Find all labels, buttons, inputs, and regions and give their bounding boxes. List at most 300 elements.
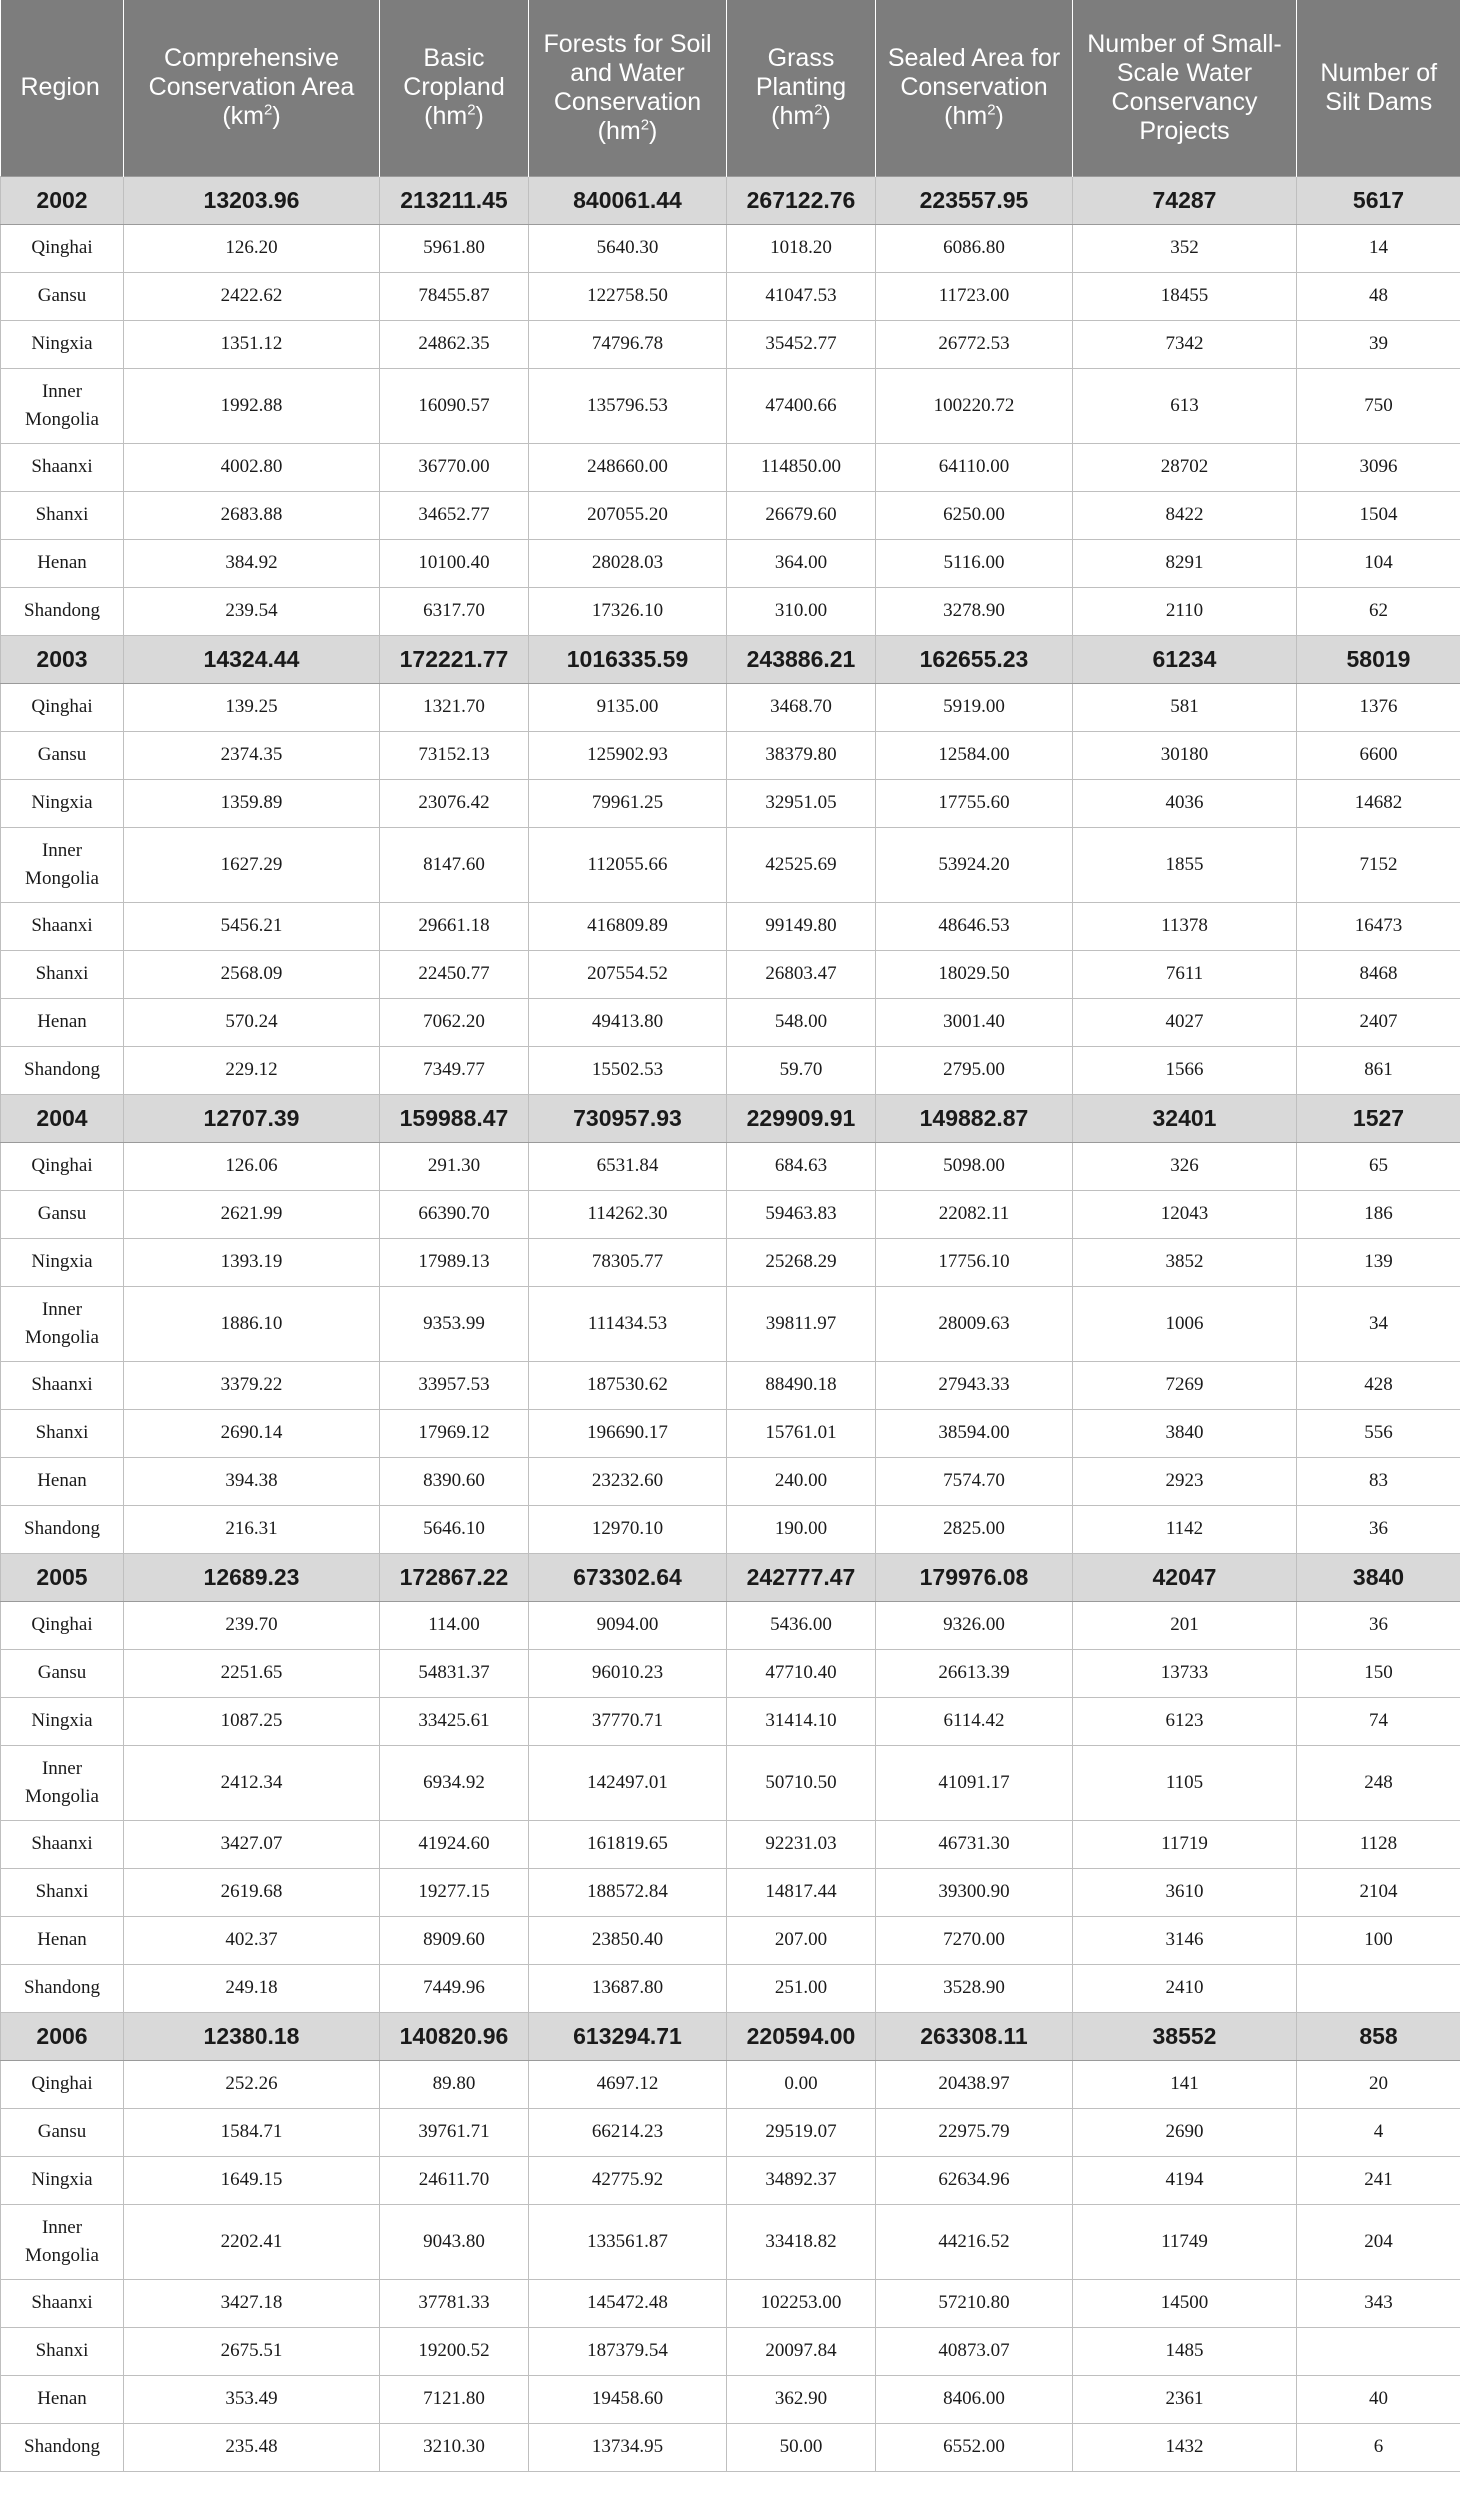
cell-basic-cropland: 23076.42 xyxy=(380,779,529,827)
table-row xyxy=(1,1505,1460,1553)
cell-forests: 673302.64 xyxy=(529,1553,727,1601)
cell-sealed-area: 9326.00 xyxy=(876,1601,1073,1649)
cell-grass-planting: 548.00 xyxy=(727,998,876,1046)
cell-silt-dams: 83 xyxy=(1297,1457,1460,1505)
cell-silt-dams: 36 xyxy=(1297,1505,1460,1553)
cell-grass-planting: 243886.21 xyxy=(727,635,876,683)
table-row xyxy=(1,1601,1460,1649)
cell-silt-dams: 204 xyxy=(1297,2204,1460,2279)
cell-basic-cropland: 29661.18 xyxy=(380,902,529,950)
cell-sealed-area: 39300.90 xyxy=(876,1868,1073,1916)
cell-forests: 111434.53 xyxy=(529,1286,727,1361)
cell-projects: 2923 xyxy=(1073,1457,1297,1505)
cell-grass-planting: 50710.50 xyxy=(727,1745,876,1820)
cell-basic-cropland: 172867.22 xyxy=(380,1553,529,1601)
cell-projects: 38552 xyxy=(1073,2012,1297,2060)
cell-grass-planting: 362.90 xyxy=(727,2375,876,2423)
cell-forests: 133561.87 xyxy=(529,2204,727,2279)
cell-sealed-area: 26613.39 xyxy=(876,1649,1073,1697)
cell-silt-dams: 14 xyxy=(1297,224,1460,272)
cell-silt-dams xyxy=(1297,2327,1460,2375)
cell-basic-cropland: 24862.35 xyxy=(380,320,529,368)
cell-basic-cropland: 1321.70 xyxy=(380,683,529,731)
cell-sealed-area: 6552.00 xyxy=(876,2423,1073,2471)
cell-projects: 326 xyxy=(1073,1142,1297,1190)
cell-sealed-area: 20438.97 xyxy=(876,2060,1073,2108)
table-row xyxy=(1,731,1460,779)
cell-grass-planting: 267122.76 xyxy=(727,176,876,224)
table-row xyxy=(1,1868,1460,1916)
cell-silt-dams: 3840 xyxy=(1297,1553,1460,1601)
cell-basic-cropland: 7121.80 xyxy=(380,2375,529,2423)
cell-silt-dams: 20 xyxy=(1297,2060,1460,2108)
cell-basic-cropland: 78455.87 xyxy=(380,272,529,320)
cell-sealed-area: 62634.96 xyxy=(876,2156,1073,2204)
table-row xyxy=(1,779,1460,827)
cell-region: Ningxia xyxy=(1,2156,124,2204)
cell-sealed-area: 6114.42 xyxy=(876,1697,1073,1745)
cell-forests: 416809.89 xyxy=(529,902,727,950)
cell-comprehensive: 2683.88 xyxy=(124,491,380,539)
cell-grass-planting: 251.00 xyxy=(727,1964,876,2012)
cell-sealed-area: 179976.08 xyxy=(876,1553,1073,1601)
cell-projects: 1006 xyxy=(1073,1286,1297,1361)
cell-sealed-area: 53924.20 xyxy=(876,827,1073,902)
cell-region: Gansu xyxy=(1,731,124,779)
cell-projects: 4027 xyxy=(1073,998,1297,1046)
cell-basic-cropland: 24611.70 xyxy=(380,2156,529,2204)
cell-comprehensive: 3427.07 xyxy=(124,1820,380,1868)
cell-forests: 28028.03 xyxy=(529,539,727,587)
year-cell: 2004 xyxy=(1,1094,124,1142)
header-region: Region xyxy=(1,0,124,176)
cell-silt-dams: 40 xyxy=(1297,2375,1460,2423)
cell-region: Shandong xyxy=(1,587,124,635)
cell-sealed-area: 3528.90 xyxy=(876,1964,1073,2012)
cell-silt-dams: 16473 xyxy=(1297,902,1460,950)
cell-grass-planting: 88490.18 xyxy=(727,1361,876,1409)
table-row xyxy=(1,998,1460,1046)
cell-projects: 201 xyxy=(1073,1601,1297,1649)
cell-projects: 1855 xyxy=(1073,827,1297,902)
cell-basic-cropland: 33425.61 xyxy=(380,1697,529,1745)
cell-projects: 1566 xyxy=(1073,1046,1297,1094)
cell-projects: 7269 xyxy=(1073,1361,1297,1409)
table-row xyxy=(1,1409,1460,1457)
cell-basic-cropland: 19200.52 xyxy=(380,2327,529,2375)
cell-forests: 114262.30 xyxy=(529,1190,727,1238)
table-row xyxy=(1,2108,1460,2156)
cell-basic-cropland: 8909.60 xyxy=(380,1916,529,1964)
table-header xyxy=(1,0,1460,176)
cell-sealed-area: 46731.30 xyxy=(876,1820,1073,1868)
cell-comprehensive: 2619.68 xyxy=(124,1868,380,1916)
cell-comprehensive: 353.49 xyxy=(124,2375,380,2423)
cell-grass-planting: 26679.60 xyxy=(727,491,876,539)
cell-region: Qinghai xyxy=(1,2060,124,2108)
cell-comprehensive: 1886.10 xyxy=(124,1286,380,1361)
cell-projects: 8422 xyxy=(1073,491,1297,539)
cell-basic-cropland: 17989.13 xyxy=(380,1238,529,1286)
table-row xyxy=(1,2375,1460,2423)
cell-grass-planting: 220594.00 xyxy=(727,2012,876,2060)
year-cell: 2002 xyxy=(1,176,124,224)
cell-region: Qinghai xyxy=(1,1601,124,1649)
cell-grass-planting: 25268.29 xyxy=(727,1238,876,1286)
cell-basic-cropland: 3210.30 xyxy=(380,2423,529,2471)
cell-grass-planting: 31414.10 xyxy=(727,1697,876,1745)
table-row xyxy=(1,1457,1460,1505)
cell-sealed-area: 18029.50 xyxy=(876,950,1073,998)
cell-forests: 42775.92 xyxy=(529,2156,727,2204)
cell-projects: 1105 xyxy=(1073,1745,1297,1820)
table-row xyxy=(1,1649,1460,1697)
cell-basic-cropland: 16090.57 xyxy=(380,368,529,443)
cell-basic-cropland: 66390.70 xyxy=(380,1190,529,1238)
cell-comprehensive: 12380.18 xyxy=(124,2012,380,2060)
cell-comprehensive: 2202.41 xyxy=(124,2204,380,2279)
cell-region: Qinghai xyxy=(1,224,124,272)
cell-region: Shandong xyxy=(1,1964,124,2012)
cell-sealed-area: 17755.60 xyxy=(876,779,1073,827)
cell-comprehensive: 570.24 xyxy=(124,998,380,1046)
cell-basic-cropland: 37781.33 xyxy=(380,2279,529,2327)
table-row xyxy=(1,224,1460,272)
cell-region: Gansu xyxy=(1,1649,124,1697)
cell-basic-cropland: 9043.80 xyxy=(380,2204,529,2279)
table-row xyxy=(1,1190,1460,1238)
cell-comprehensive: 126.20 xyxy=(124,224,380,272)
cell-projects: 3610 xyxy=(1073,1868,1297,1916)
year-summary-row xyxy=(1,1553,1460,1601)
cell-grass-planting: 39811.97 xyxy=(727,1286,876,1361)
cell-silt-dams: 861 xyxy=(1297,1046,1460,1094)
cell-sealed-area: 3001.40 xyxy=(876,998,1073,1046)
cell-basic-cropland: 10100.40 xyxy=(380,539,529,587)
cell-grass-planting: 92231.03 xyxy=(727,1820,876,1868)
header-row xyxy=(1,0,1460,176)
year-summary-row xyxy=(1,2012,1460,2060)
cell-comprehensive: 2675.51 xyxy=(124,2327,380,2375)
cell-grass-planting: 47710.40 xyxy=(727,1649,876,1697)
table-row xyxy=(1,2156,1460,2204)
cell-basic-cropland: 7062.20 xyxy=(380,998,529,1046)
header-projects: Number of Small-Scale Water Conservancy Projects xyxy=(1073,0,1297,176)
table-row xyxy=(1,539,1460,587)
cell-projects: 7611 xyxy=(1073,950,1297,998)
cell-grass-planting: 14817.44 xyxy=(727,1868,876,1916)
cell-sealed-area: 223557.95 xyxy=(876,176,1073,224)
cell-sealed-area: 3278.90 xyxy=(876,587,1073,635)
cell-silt-dams: 58019 xyxy=(1297,635,1460,683)
cell-sealed-area: 28009.63 xyxy=(876,1286,1073,1361)
cell-grass-planting: 41047.53 xyxy=(727,272,876,320)
cell-forests: 23850.40 xyxy=(529,1916,727,1964)
header-sealed-area: Sealed Area for Conservation $(hm^2)$ xyxy=(876,0,1073,176)
cell-comprehensive: 394.38 xyxy=(124,1457,380,1505)
cell-region: Shanxi xyxy=(1,950,124,998)
cell-region: Inner Mongolia xyxy=(1,1745,124,1820)
cell-silt-dams: 1128 xyxy=(1297,1820,1460,1868)
cell-comprehensive: 13203.96 xyxy=(124,176,380,224)
cell-sealed-area: 22082.11 xyxy=(876,1190,1073,1238)
cell-silt-dams: 7152 xyxy=(1297,827,1460,902)
cell-basic-cropland: 159988.47 xyxy=(380,1094,529,1142)
cell-comprehensive: 252.26 xyxy=(124,2060,380,2108)
cell-sealed-area: 100220.72 xyxy=(876,368,1073,443)
table-row xyxy=(1,2060,1460,2108)
cell-grass-planting: 229909.91 xyxy=(727,1094,876,1142)
table-row xyxy=(1,1916,1460,1964)
cell-comprehensive: 2568.09 xyxy=(124,950,380,998)
cell-grass-planting: 42525.69 xyxy=(727,827,876,902)
cell-grass-planting: 0.00 xyxy=(727,2060,876,2108)
cell-projects: 2361 xyxy=(1073,2375,1297,2423)
cell-grass-planting: 59.70 xyxy=(727,1046,876,1094)
cell-basic-cropland: 114.00 xyxy=(380,1601,529,1649)
cell-silt-dams: 100 xyxy=(1297,1916,1460,1964)
cell-forests: 142497.01 xyxy=(529,1745,727,1820)
cell-region: Gansu xyxy=(1,1190,124,1238)
cell-forests: 730957.93 xyxy=(529,1094,727,1142)
cell-basic-cropland: 7349.77 xyxy=(380,1046,529,1094)
cell-forests: 13734.95 xyxy=(529,2423,727,2471)
cell-projects: 352 xyxy=(1073,224,1297,272)
cell-region: Ningxia xyxy=(1,1238,124,1286)
cell-basic-cropland: 17969.12 xyxy=(380,1409,529,1457)
cell-silt-dams: 74 xyxy=(1297,1697,1460,1745)
cell-comprehensive: 216.31 xyxy=(124,1505,380,1553)
cell-sealed-area: 7270.00 xyxy=(876,1916,1073,1964)
cell-comprehensive: 2251.65 xyxy=(124,1649,380,1697)
cell-forests: 5640.30 xyxy=(529,224,727,272)
cell-grass-planting: 47400.66 xyxy=(727,368,876,443)
cell-sealed-area: 17756.10 xyxy=(876,1238,1073,1286)
cell-projects: 1485 xyxy=(1073,2327,1297,2375)
cell-region: Shanxi xyxy=(1,1409,124,1457)
cell-projects: 11719 xyxy=(1073,1820,1297,1868)
cell-grass-planting: 207.00 xyxy=(727,1916,876,1964)
cell-comprehensive: 4002.80 xyxy=(124,443,380,491)
header-comprehensive: Comprehensive Conservation Area $(km^2)$ xyxy=(124,0,380,176)
cell-silt-dams: 6600 xyxy=(1297,731,1460,779)
cell-region: Shanxi xyxy=(1,1868,124,1916)
cell-forests: 78305.77 xyxy=(529,1238,727,1286)
cell-basic-cropland: 5961.80 xyxy=(380,224,529,272)
table-row xyxy=(1,1964,1460,2012)
cell-projects: 11749 xyxy=(1073,2204,1297,2279)
cell-silt-dams: 139 xyxy=(1297,1238,1460,1286)
cell-region: Gansu xyxy=(1,2108,124,2156)
cell-forests: 187530.62 xyxy=(529,1361,727,1409)
cell-forests: 207055.20 xyxy=(529,491,727,539)
cell-region: Ningxia xyxy=(1,1697,124,1745)
table-row xyxy=(1,1745,1460,1820)
cell-basic-cropland: 19277.15 xyxy=(380,1868,529,1916)
cell-region: Gansu xyxy=(1,272,124,320)
cell-forests: 12970.10 xyxy=(529,1505,727,1553)
cell-forests: 19458.60 xyxy=(529,2375,727,2423)
cell-comprehensive: 1992.88 xyxy=(124,368,380,443)
cell-silt-dams: 104 xyxy=(1297,539,1460,587)
table-body xyxy=(1,176,1460,2471)
cell-comprehensive: 1584.71 xyxy=(124,2108,380,2156)
cell-forests: 145472.48 xyxy=(529,2279,727,2327)
cell-sealed-area: 26772.53 xyxy=(876,320,1073,368)
table-row xyxy=(1,1361,1460,1409)
cell-comprehensive: 12689.23 xyxy=(124,1553,380,1601)
cell-basic-cropland: 34652.77 xyxy=(380,491,529,539)
table-row xyxy=(1,1820,1460,1868)
cell-basic-cropland: 6934.92 xyxy=(380,1745,529,1820)
cell-forests: 9135.00 xyxy=(529,683,727,731)
cell-basic-cropland: 89.80 xyxy=(380,2060,529,2108)
cell-forests: 613294.71 xyxy=(529,2012,727,2060)
cell-silt-dams: 750 xyxy=(1297,368,1460,443)
cell-comprehensive: 1393.19 xyxy=(124,1238,380,1286)
cell-silt-dams: 858 xyxy=(1297,2012,1460,2060)
table-row xyxy=(1,2423,1460,2471)
table-row xyxy=(1,950,1460,998)
cell-comprehensive: 235.48 xyxy=(124,2423,380,2471)
cell-sealed-area: 5919.00 xyxy=(876,683,1073,731)
cell-silt-dams: 428 xyxy=(1297,1361,1460,1409)
cell-forests: 248660.00 xyxy=(529,443,727,491)
cell-forests: 66214.23 xyxy=(529,2108,727,2156)
cell-comprehensive: 1627.29 xyxy=(124,827,380,902)
cell-grass-planting: 29519.07 xyxy=(727,2108,876,2156)
cell-basic-cropland: 291.30 xyxy=(380,1142,529,1190)
cell-comprehensive: 2412.34 xyxy=(124,1745,380,1820)
cell-sealed-area: 2825.00 xyxy=(876,1505,1073,1553)
cell-comprehensive: 2621.99 xyxy=(124,1190,380,1238)
cell-sealed-area: 38594.00 xyxy=(876,1409,1073,1457)
cell-comprehensive: 139.25 xyxy=(124,683,380,731)
cell-forests: 125902.93 xyxy=(529,731,727,779)
cell-forests: 122758.50 xyxy=(529,272,727,320)
cell-projects: 1142 xyxy=(1073,1505,1297,1553)
cell-basic-cropland: 8390.60 xyxy=(380,1457,529,1505)
cell-projects: 4194 xyxy=(1073,2156,1297,2204)
cell-forests: 161819.65 xyxy=(529,1820,727,1868)
cell-grass-planting: 34892.37 xyxy=(727,2156,876,2204)
cell-region: Henan xyxy=(1,1916,124,1964)
cell-silt-dams: 4 xyxy=(1297,2108,1460,2156)
cell-silt-dams: 65 xyxy=(1297,1142,1460,1190)
cell-region: Henan xyxy=(1,998,124,1046)
table-row xyxy=(1,587,1460,635)
cell-region: Inner Mongolia xyxy=(1,2204,124,2279)
cell-comprehensive: 1649.15 xyxy=(124,2156,380,2204)
cell-grass-planting: 5436.00 xyxy=(727,1601,876,1649)
cell-grass-planting: 99149.80 xyxy=(727,902,876,950)
cell-region: Henan xyxy=(1,1457,124,1505)
cell-grass-planting: 364.00 xyxy=(727,539,876,587)
cell-forests: 207554.52 xyxy=(529,950,727,998)
cell-silt-dams: 1527 xyxy=(1297,1094,1460,1142)
cell-forests: 9094.00 xyxy=(529,1601,727,1649)
cell-forests: 6531.84 xyxy=(529,1142,727,1190)
cell-silt-dams: 14682 xyxy=(1297,779,1460,827)
header-silt-dams: Number of Silt Dams xyxy=(1297,0,1460,176)
cell-forests: 840061.44 xyxy=(529,176,727,224)
cell-projects: 7342 xyxy=(1073,320,1297,368)
cell-sealed-area: 5116.00 xyxy=(876,539,1073,587)
cell-projects: 3852 xyxy=(1073,1238,1297,1286)
table-row xyxy=(1,683,1460,731)
cell-projects: 42047 xyxy=(1073,1553,1297,1601)
cell-silt-dams: 8468 xyxy=(1297,950,1460,998)
table-row xyxy=(1,827,1460,902)
table-row xyxy=(1,1286,1460,1361)
cell-sealed-area: 2795.00 xyxy=(876,1046,1073,1094)
cell-projects: 3840 xyxy=(1073,1409,1297,1457)
cell-sealed-area: 57210.80 xyxy=(876,2279,1073,2327)
cell-projects: 2110 xyxy=(1073,587,1297,635)
cell-projects: 4036 xyxy=(1073,779,1297,827)
cell-silt-dams: 343 xyxy=(1297,2279,1460,2327)
cell-silt-dams: 48 xyxy=(1297,272,1460,320)
cell-comprehensive: 5456.21 xyxy=(124,902,380,950)
cell-sealed-area: 6086.80 xyxy=(876,224,1073,272)
cell-forests: 74796.78 xyxy=(529,320,727,368)
cell-silt-dams: 39 xyxy=(1297,320,1460,368)
cell-projects: 74287 xyxy=(1073,176,1297,224)
cell-sealed-area: 44216.52 xyxy=(876,2204,1073,2279)
cell-basic-cropland: 140820.96 xyxy=(380,2012,529,2060)
cell-silt-dams: 36 xyxy=(1297,1601,1460,1649)
cell-comprehensive: 14324.44 xyxy=(124,635,380,683)
cell-region: Inner Mongolia xyxy=(1,827,124,902)
cell-projects: 2410 xyxy=(1073,1964,1297,2012)
cell-basic-cropland: 172221.77 xyxy=(380,635,529,683)
cell-sealed-area: 40873.07 xyxy=(876,2327,1073,2375)
cell-basic-cropland: 41924.60 xyxy=(380,1820,529,1868)
year-summary-row xyxy=(1,1094,1460,1142)
cell-forests: 196690.17 xyxy=(529,1409,727,1457)
cell-grass-planting: 33418.82 xyxy=(727,2204,876,2279)
table-row xyxy=(1,1046,1460,1094)
table-row xyxy=(1,1142,1460,1190)
table-row xyxy=(1,902,1460,950)
cell-projects: 61234 xyxy=(1073,635,1297,683)
cell-projects: 14500 xyxy=(1073,2279,1297,2327)
cell-basic-cropland: 8147.60 xyxy=(380,827,529,902)
cell-basic-cropland: 22450.77 xyxy=(380,950,529,998)
cell-grass-planting: 3468.70 xyxy=(727,683,876,731)
cell-basic-cropland: 7449.96 xyxy=(380,1964,529,2012)
cell-sealed-area: 41091.17 xyxy=(876,1745,1073,1820)
year-cell: 2005 xyxy=(1,1553,124,1601)
cell-basic-cropland: 33957.53 xyxy=(380,1361,529,1409)
cell-silt-dams: 2104 xyxy=(1297,1868,1460,1916)
cell-grass-planting: 684.63 xyxy=(727,1142,876,1190)
cell-comprehensive: 402.37 xyxy=(124,1916,380,1964)
header-forests: Forests for Soil and Water Conservation $(hm^2)$ xyxy=(529,0,727,176)
cell-forests: 17326.10 xyxy=(529,587,727,635)
cell-silt-dams: 34 xyxy=(1297,1286,1460,1361)
cell-grass-planting: 310.00 xyxy=(727,587,876,635)
cell-silt-dams xyxy=(1297,1964,1460,2012)
cell-forests: 187379.54 xyxy=(529,2327,727,2375)
year-summary-row xyxy=(1,176,1460,224)
cell-region: Henan xyxy=(1,2375,124,2423)
cell-region: Ningxia xyxy=(1,320,124,368)
cell-grass-planting: 190.00 xyxy=(727,1505,876,1553)
cell-projects: 11378 xyxy=(1073,902,1297,950)
cell-basic-cropland: 213211.45 xyxy=(380,176,529,224)
cell-region: Shaanxi xyxy=(1,902,124,950)
